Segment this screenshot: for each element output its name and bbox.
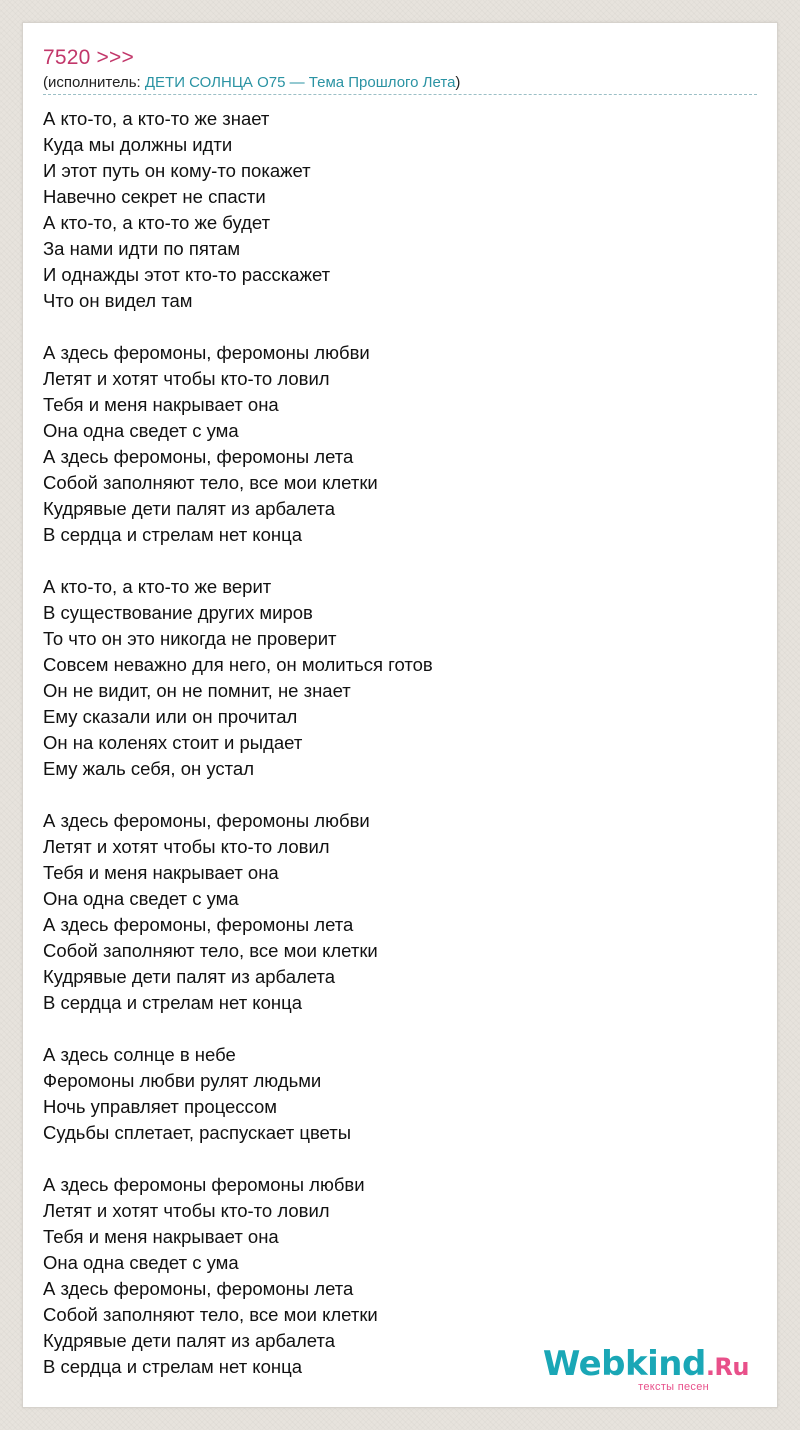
lyric-line: Тебя и меня накрывает она [43, 1226, 279, 1247]
lyric-line: В существование других миров [43, 602, 313, 623]
stanza-gap [43, 1016, 743, 1042]
lyric-line: В сердца и стрелам нет конца [43, 1356, 302, 1377]
lyric-line: Ему сказали или он прочитал [43, 706, 298, 727]
lyric-line: Кудрявые дети палят из арбалета [43, 966, 336, 987]
lyric-line: А здесь феромоны, феромоны любви [43, 810, 370, 831]
lyrics-card [22, 22, 778, 1408]
lyric-line: Судьбы сплетает, распускает цветы [43, 1122, 352, 1143]
lyric-line: Совсем неважно для него, он молиться готов [43, 654, 433, 675]
lyric-line: Собой заполняют тело, все мои клетки [43, 940, 378, 961]
lyric-line: А здесь феромоны феромоны любви [43, 1174, 365, 1195]
stanza-gap [43, 548, 743, 574]
lyric-line: Летят и хотят чтобы кто-то ловил [43, 368, 330, 389]
lyric-line: А здесь феромоны, феромоны лета [43, 446, 354, 467]
lyric-line: А кто-то, а кто-то же знает [43, 108, 270, 129]
lyric-line: А здесь феромоны, феромоны лета [43, 1278, 354, 1299]
lyric-line: Тебя и меня накрывает она [43, 394, 279, 415]
subtitle-prefix: (исполнитель: [43, 74, 145, 91]
lyric-line: То что он это никогда не проверит [43, 628, 337, 649]
lyric-line: Тебя и меня накрывает она [43, 862, 279, 883]
artist-song-link[interactable]: ДЕТИ СОЛНЦА О75 — Тема Прошлого Лета [144, 74, 456, 91]
lyric-line: За нами идти по пятам [43, 238, 241, 259]
lyric-line: Что он видел там [43, 290, 193, 311]
lyric-line: А здесь феромоны, феромоны лета [43, 914, 354, 935]
song-header [43, 45, 757, 95]
lyric-line: Ему жаль себя, он устал [43, 758, 254, 779]
lyric-line: Кудрявые дети палят из арбалета [43, 1330, 336, 1351]
stanza-gap [43, 314, 743, 340]
lyric-line: Она одна сведет с ума [43, 888, 239, 909]
webkind-logo[interactable] [542, 1344, 749, 1393]
lyric-line: А здесь феромоны, феромоны любви [43, 342, 370, 363]
stanza-gap [43, 1146, 743, 1172]
lyric-line: Ночь управляет процессом [43, 1096, 277, 1117]
lyric-line: Собой заполняют тело, все мои клетки [43, 472, 378, 493]
subtitle-suffix: ) [455, 74, 461, 91]
logo-name: Webkind [542, 1344, 706, 1384]
logo-tagline: тексты песен [638, 1381, 709, 1393]
lyric-line: Куда мы должны идти [43, 134, 233, 155]
lyric-line: И однажды этот кто-то расскажет [43, 264, 331, 285]
logo-wordmark [542, 1344, 749, 1384]
lyric-line: В сердца и стрелам нет конца [43, 992, 302, 1013]
lyrics-body [43, 106, 743, 1380]
stanza-gap [43, 782, 743, 808]
lyric-line: А кто-то, а кто-то же будет [43, 212, 271, 233]
logo-tld: .Ru [705, 1353, 749, 1381]
lyric-line: А здесь солнце в небе [43, 1044, 236, 1065]
lyric-line: Летят и хотят чтобы кто-то ловил [43, 836, 330, 857]
lyric-line: Летят и хотят чтобы кто-то ловил [43, 1200, 330, 1221]
lyric-line: Она одна сведет с ума [43, 1252, 239, 1273]
lyric-line: Она одна сведет с ума [43, 420, 239, 441]
lyric-line: В сердца и стрелам нет конца [43, 524, 302, 545]
lyric-line: Он не видит, он не помнит, не знает [43, 680, 351, 701]
lyric-line: Кудрявые дети палят из арбалета [43, 498, 336, 519]
lyric-line: И этот путь он кому-то покажет [43, 160, 311, 181]
song-title[interactable]: 7520 >>> [43, 46, 134, 69]
lyric-line: Собой заполняют тело, все мои клетки [43, 1304, 378, 1325]
lyric-line: Навечно секрет не спасти [43, 186, 266, 207]
lyric-line: А кто-то, а кто-то же верит [43, 576, 272, 597]
lyric-line: Феромоны любви рулят людьми [43, 1070, 322, 1091]
artist-subtitle [43, 74, 757, 95]
lyric-line: Он на коленях стоит и рыдает [43, 732, 303, 753]
